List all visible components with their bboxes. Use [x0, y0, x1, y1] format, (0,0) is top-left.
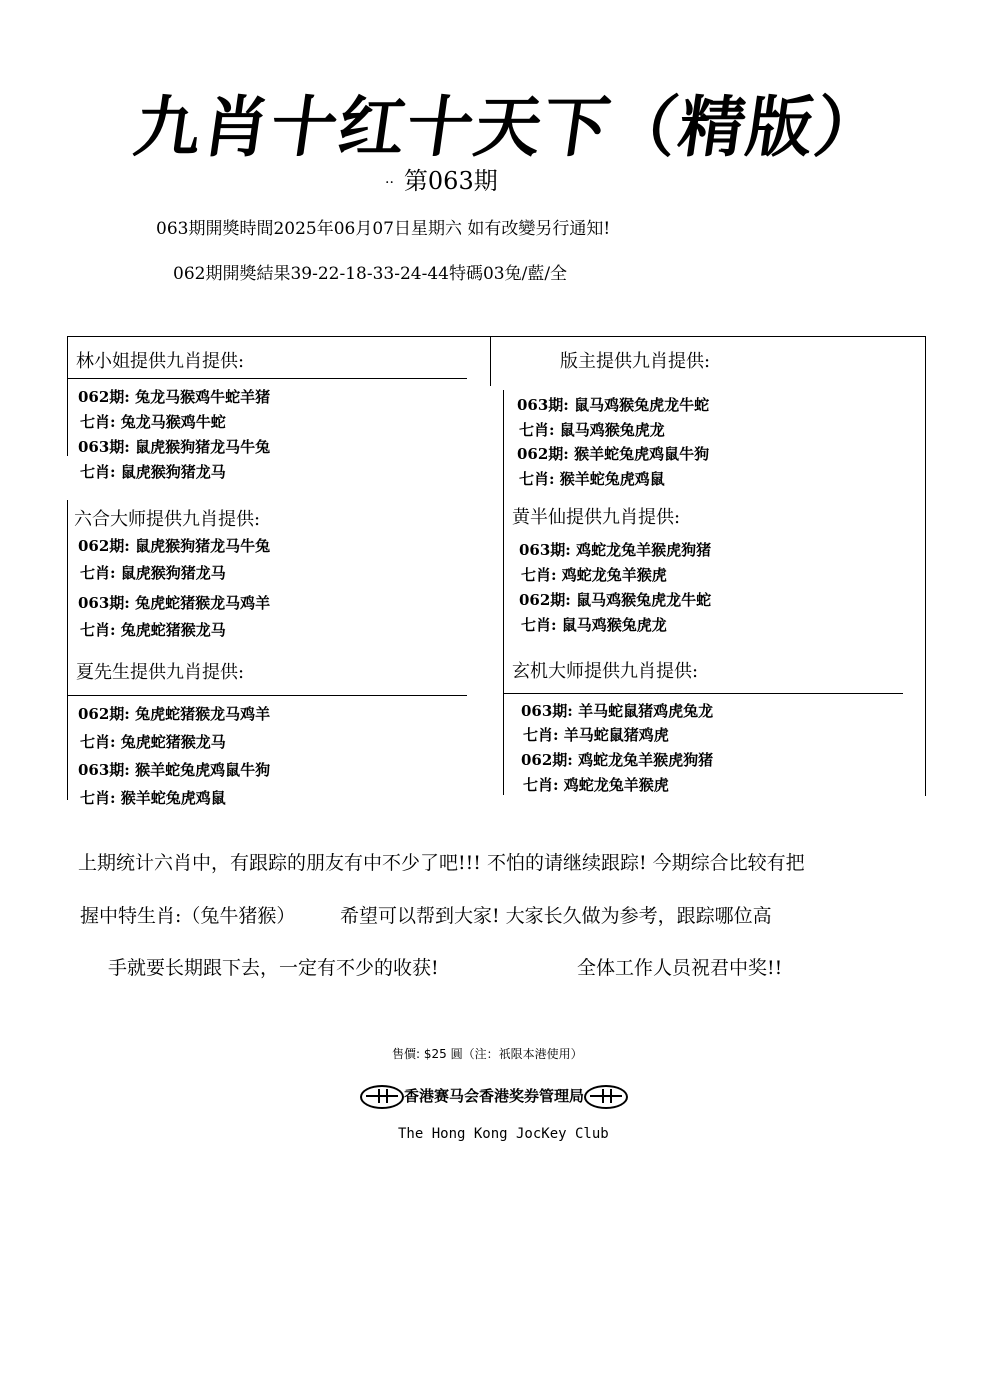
right-section-1-row-2: 七肖: 鼠马鸡猴兔虎龙	[519, 421, 665, 439]
left-border-lower	[67, 500, 68, 800]
hkjc-logo-icon	[584, 1085, 628, 1109]
left-section-3-heading: 夏先生提供九肖提供:	[76, 662, 245, 683]
dots-mark: ··	[385, 174, 394, 191]
left-section-2-row-4: 七肖: 兔虎蛇猪猴龙马	[80, 621, 226, 639]
right-section-3-heading: 玄机大师提供九肖提供:	[512, 661, 699, 682]
club-name-cn	[360, 1084, 628, 1109]
right-section-2-row-4: 七肖: 鼠马鸡猴兔虎龙	[521, 616, 667, 634]
left-section-3-row-1: 062期: 兔虎蛇猪猴龙马鸡羊	[78, 705, 271, 723]
club-name-en: The Hong Kong JocKey Club	[398, 1126, 609, 1142]
left-border	[67, 336, 68, 456]
right-section-3-row-4: 七肖: 鸡蛇龙兔羊猴虎	[523, 776, 669, 794]
price-note: 售價: $25 圓（注：祇限本港使用）	[392, 1047, 583, 1061]
right-section-2-heading: 黄半仙提供九肖提供:	[512, 507, 681, 528]
right-section-3-row-1: 063期: 羊马蛇鼠猪鸡虎兔龙	[521, 702, 714, 720]
left-section-1-heading: 林小姐提供九肖提供:	[76, 351, 245, 372]
left-section-2-row-2: 七肖: 鼠虎猴狗猪龙马	[80, 564, 226, 582]
right-section-3-row-3: 062期: 鸡蛇龙兔羊猴虎狗猪	[521, 751, 714, 769]
right-heading-rule-3	[503, 693, 903, 694]
message-line-1: 上期统计六肖中，有跟踪的朋友有中不少了吧!!! 不怕的请继续跟踪! 今期综合比较有把	[78, 852, 805, 874]
left-heading-rule-1	[67, 378, 467, 379]
left-section-1-row-4: 七肖: 鼠虎猴狗猪龙马	[80, 463, 226, 481]
issue-label: 第063期	[403, 167, 498, 195]
message-line-2a: 握中特生肖:（兔牛猪猴）	[80, 905, 296, 927]
center-divider	[490, 336, 491, 386]
right-section-2-row-3: 062期: 鼠马鸡猴兔虎龙牛蛇	[519, 591, 712, 609]
center-divider-lower	[503, 390, 504, 795]
page-title: 九肖十红十天下（精版）	[129, 89, 889, 166]
right-section-2-row-2: 七肖: 鸡蛇龙兔羊猴虎	[521, 566, 667, 584]
right-section-1-row-1: 063期: 鼠马鸡猴兔虎龙牛蛇	[517, 396, 710, 414]
left-section-2-heading: 六合大师提供九肖提供:	[74, 509, 261, 530]
right-section-1-row-4: 七肖: 猴羊蛇兔虎鸡鼠	[519, 470, 665, 488]
left-section-1-row-1: 062期: 兔龙马猴鸡牛蛇羊猪	[78, 388, 271, 406]
left-heading-rule-3	[67, 695, 467, 696]
club-name-cn-text: 香港赛马会香港奖券管理局	[404, 1087, 585, 1105]
message-line-2b: 希望可以帮到大家! 大家长久做为参考，跟踪哪位高	[340, 905, 772, 927]
left-section-3-row-2: 七肖: 兔虎蛇猪猴龙马	[80, 733, 226, 751]
left-section-1-row-2: 七肖: 兔龙马猴鸡牛蛇	[80, 413, 226, 431]
left-section-3-row-3: 063期: 猴羊蛇兔虎鸡鼠牛狗	[78, 761, 271, 779]
top-border	[67, 336, 925, 337]
right-section-1-heading: 版主提供九肖提供:	[560, 351, 711, 372]
message-line-3b: 全体工作人员祝君中奖!!	[577, 957, 783, 979]
right-section-3-row-2: 七肖: 羊马蛇鼠猪鸡虎	[523, 726, 669, 744]
right-border	[925, 336, 926, 796]
hkjc-logo-icon	[360, 1085, 404, 1109]
message-line-3a: 手就要长期跟下去，一定有不少的收获!	[108, 957, 439, 979]
right-section-1-row-3: 062期: 猴羊蛇兔虎鸡鼠牛狗	[517, 445, 710, 463]
right-section-2-row-1: 063期: 鸡蛇龙兔羊猴虎狗猪	[519, 541, 712, 559]
issue-number	[385, 166, 498, 198]
left-section-3-row-4: 七肖: 猴羊蛇兔虎鸡鼠	[80, 789, 226, 807]
left-section-2-row-1: 062期: 鼠虎猴狗猪龙马牛兔	[78, 537, 271, 555]
draw-time-notice: 063期開獎時間2025年06月07日星期六 如有改變另行通知!	[156, 219, 611, 239]
left-section-1-row-3: 063期: 鼠虎猴狗猪龙马牛兔	[78, 438, 271, 456]
last-draw-result: 062期開獎結果39-22-18-33-24-44特碼03兔/藍/全	[173, 264, 568, 284]
left-section-2-row-3: 063期: 兔虎蛇猪猴龙马鸡羊	[78, 594, 271, 612]
